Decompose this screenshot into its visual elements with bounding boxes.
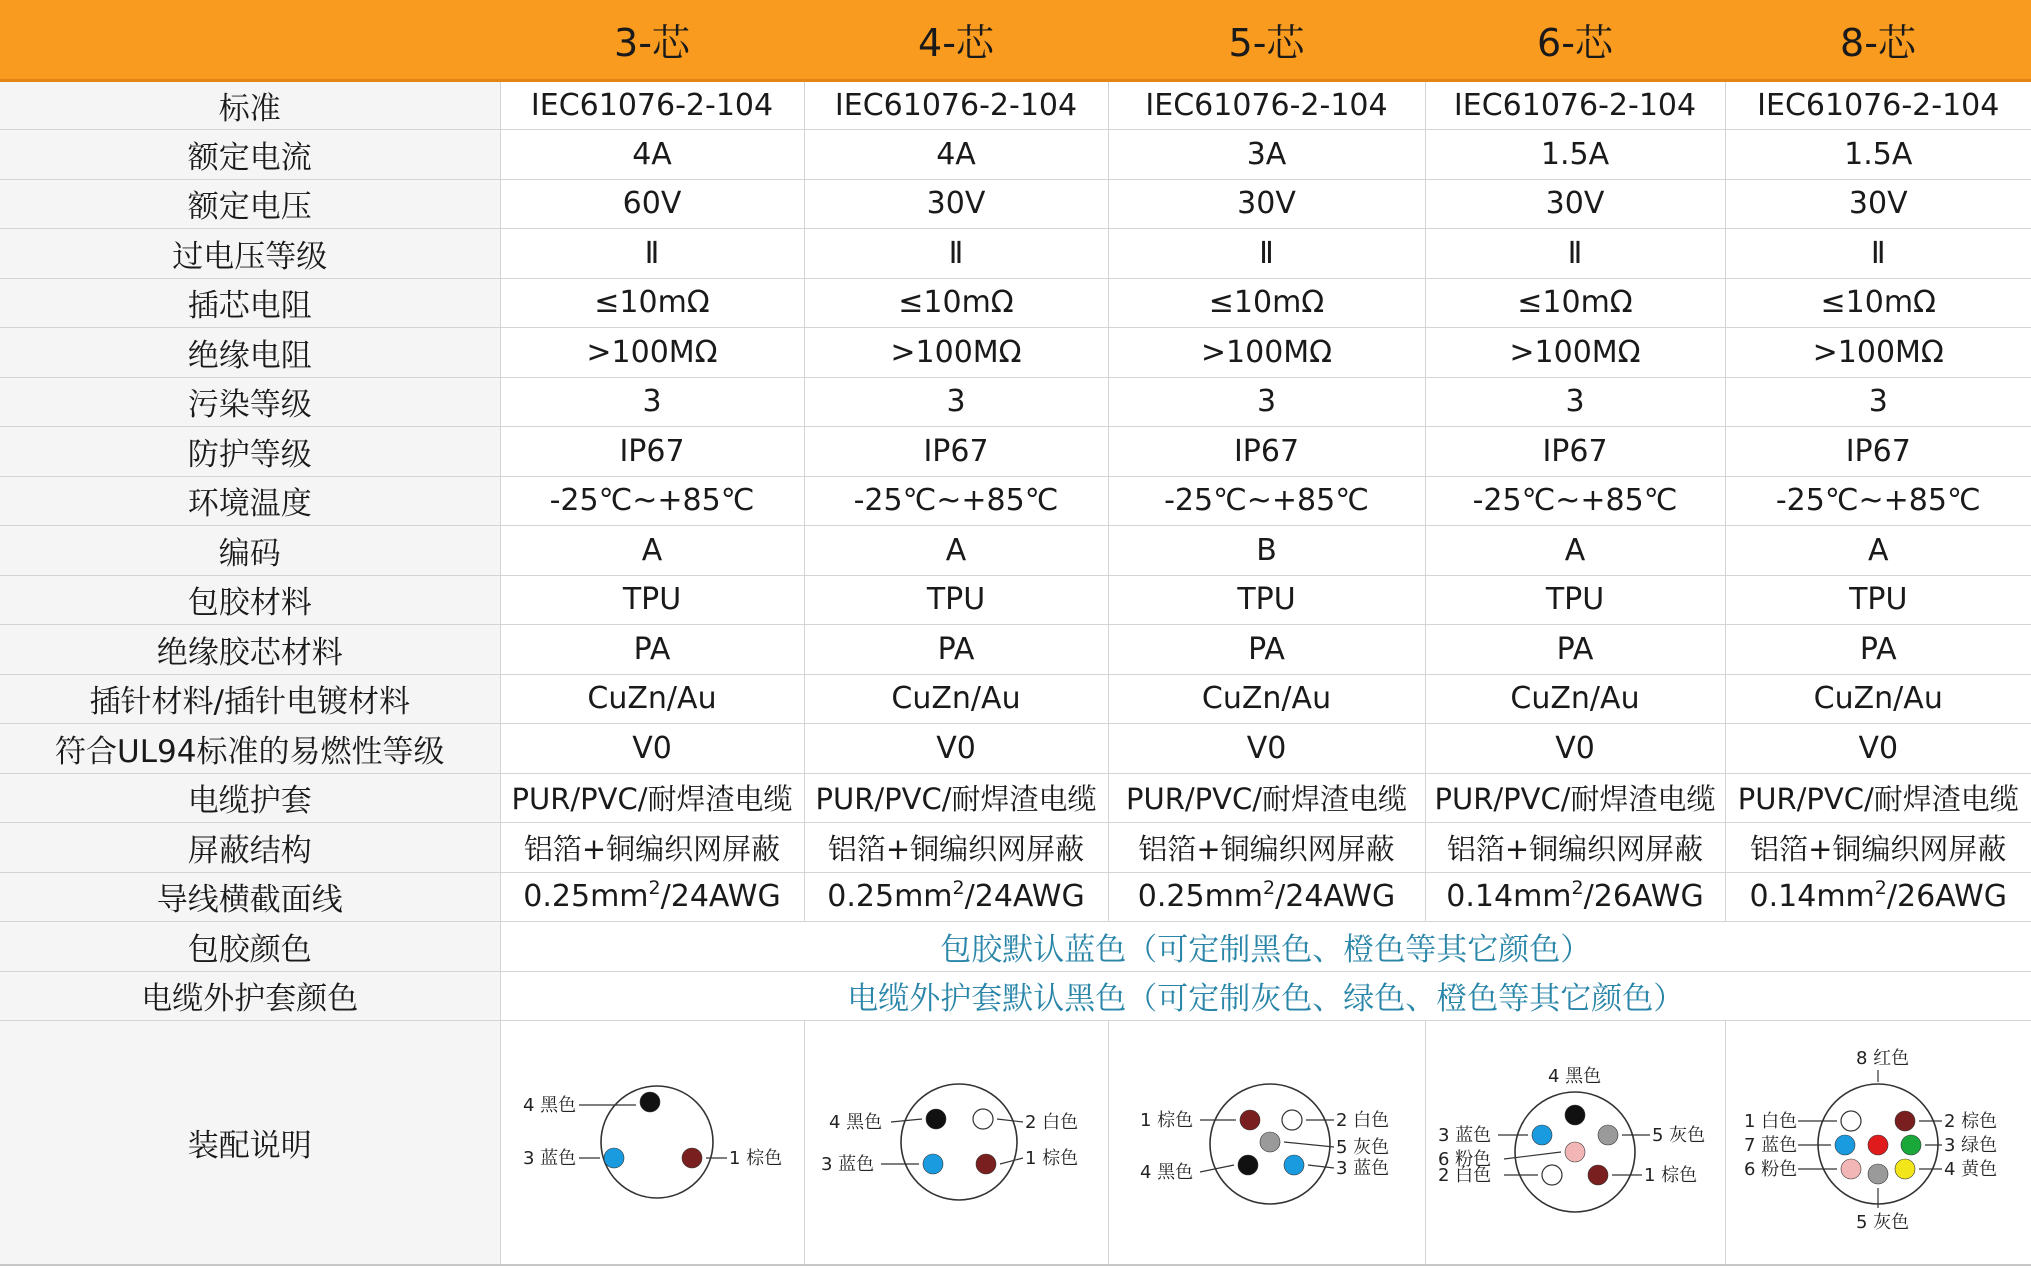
cell-4-core: TPU <box>804 575 1108 625</box>
cell-6-core: CuZn/Au <box>1425 674 1725 724</box>
cell-5-core: V0 <box>1108 724 1425 774</box>
cell-8-core: 1.5A <box>1725 130 2031 180</box>
pin-dot <box>1841 1159 1861 1179</box>
assembly-diagram-6-core <box>1425 1021 1725 1265</box>
cell-6-core: IEC61076-2-104 <box>1425 80 1725 130</box>
pin-dot <box>604 1148 624 1168</box>
table-row <box>0 80 2031 130</box>
cell-3-core: >100MΩ <box>500 328 804 378</box>
cell-5-core: 3 <box>1108 377 1425 427</box>
pin-label: 3 绿色 <box>1944 1135 1998 1157</box>
cell-6-core: A <box>1425 526 1725 576</box>
cell-3-core: 60V <box>500 179 804 229</box>
pin-label: 8 红色 <box>1856 1048 1910 1070</box>
cell-5-core: 3A <box>1108 130 1425 180</box>
assembly-diagram-3-core <box>500 1021 804 1265</box>
cell-3-core: Ⅱ <box>500 229 804 279</box>
table-row <box>0 773 2031 823</box>
cell-8-core: ≤10mΩ <box>1725 278 2031 328</box>
pin-label: 2 白色 <box>1025 1112 1079 1134</box>
cell-5-core: -25℃~+85℃ <box>1108 476 1425 526</box>
pin-label: 1 棕色 <box>1025 1148 1079 1170</box>
header-col-3-core: 3-芯 <box>500 0 804 80</box>
pin-dot <box>1841 1111 1861 1131</box>
cell-4-core: ≤10mΩ <box>804 278 1108 328</box>
table-row <box>0 625 2031 675</box>
table-row <box>0 377 2031 427</box>
cell-6-core: V0 <box>1425 724 1725 774</box>
cell-6-core: 铝箔+铜编织网屏蔽 <box>1425 823 1725 873</box>
header-row <box>0 0 2031 80</box>
table-row <box>0 674 2031 724</box>
cell-8-core: A <box>1725 526 2031 576</box>
pin-dot <box>1532 1125 1552 1145</box>
pin-dot <box>1238 1155 1258 1175</box>
pin-dot <box>1895 1159 1915 1179</box>
pin-label: 7 蓝色 <box>1744 1135 1798 1157</box>
header-col-8-core: 8-芯 <box>1725 0 2031 80</box>
pin-dot <box>923 1154 943 1174</box>
pin-dot <box>1835 1135 1855 1155</box>
cell-6-core: 30V <box>1425 179 1725 229</box>
pin-label: 4 黑色 <box>1139 1162 1193 1184</box>
table-row <box>0 476 2031 526</box>
table-row <box>0 575 2031 625</box>
cell-4-core: IEC61076-2-104 <box>804 80 1108 130</box>
table-row <box>0 526 2031 576</box>
pin-dot <box>1565 1105 1585 1125</box>
pin-dot <box>973 1109 993 1129</box>
cell-3-core: A <box>500 526 804 576</box>
pin-label: 4 黑色 <box>1548 1066 1602 1088</box>
row-label: 装配说明 <box>0 1021 500 1265</box>
pin-dot <box>1868 1164 1888 1184</box>
cell-6-core: 1.5A <box>1425 130 1725 180</box>
header-col-4-core: 4-芯 <box>804 0 1108 80</box>
cell-8-core: Ⅱ <box>1725 229 2031 279</box>
cell-8-core: PA <box>1725 625 2031 675</box>
table-row <box>0 427 2031 477</box>
pinout-diagram-5-core <box>1122 1052 1412 1232</box>
cell-6-core: IP67 <box>1425 427 1725 477</box>
cell-4-core: 30V <box>804 179 1108 229</box>
cell-8-core: PUR/PVC/耐焊渣电缆 <box>1725 773 2031 823</box>
pin-dot <box>682 1148 702 1168</box>
cell-5-core: Ⅱ <box>1108 229 1425 279</box>
pin-dot <box>1598 1125 1618 1145</box>
cell-4-core: 4A <box>804 130 1108 180</box>
pin-label: 2 白色 <box>1438 1165 1492 1187</box>
pin-label: 3 蓝色 <box>1335 1158 1389 1180</box>
cell-6-core: 3 <box>1425 377 1725 427</box>
pin-label: 5 灰色 <box>1856 1212 1910 1234</box>
pin-label: 1 棕色 <box>729 1148 783 1170</box>
cell-5-core: B <box>1108 526 1425 576</box>
pin-dot <box>926 1109 946 1129</box>
row-label: 符合UL94标准的易燃性等级 <box>0 724 500 774</box>
cell-5-core: >100MΩ <box>1108 328 1425 378</box>
table-row-assembly <box>0 1021 2031 1265</box>
pin-label: 1 白色 <box>1744 1111 1798 1133</box>
pin-label: 1 棕色 <box>1139 1110 1193 1132</box>
table-row-wire-section <box>0 872 2031 922</box>
cell-wire-6-core: $0.14mm^2/26AWG$ <box>1425 872 1725 922</box>
cell-wire-5-core: $0.25mm^2/24AWG$ <box>1108 872 1425 922</box>
cell-6-core: ≤10mΩ <box>1425 278 1725 328</box>
cell-5-core: IEC61076-2-104 <box>1108 80 1425 130</box>
pinout-diagram-8-core <box>1728 1042 2028 1242</box>
row-label: 绝缘胶芯材料 <box>0 625 500 675</box>
pin-dot <box>1282 1110 1302 1130</box>
connector-face <box>901 1084 1017 1200</box>
table-row <box>0 130 2031 180</box>
cell-4-core: 3 <box>804 377 1108 427</box>
pin-dot <box>1895 1111 1915 1131</box>
cell-8-core: 铝箔+铜编织网屏蔽 <box>1725 823 2031 873</box>
row-label: 导线横截面线 <box>0 872 500 922</box>
table-row <box>0 278 2031 328</box>
cell-3-core: TPU <box>500 575 804 625</box>
cell-3-core: IP67 <box>500 427 804 477</box>
pin-dot <box>1260 1132 1280 1152</box>
jacket-color-note: 电缆外护套默认黑色（可定制灰色、绿色、橙色等其它颜色） <box>500 971 2031 1021</box>
cell-4-core: PUR/PVC/耐焊渣电缆 <box>804 773 1108 823</box>
cell-4-core: IP67 <box>804 427 1108 477</box>
pin-label: 3 蓝色 <box>821 1154 875 1176</box>
row-label: 编码 <box>0 526 500 576</box>
row-label: 电缆外护套颜色 <box>0 971 500 1021</box>
row-label: 环境温度 <box>0 476 500 526</box>
cell-5-core: PA <box>1108 625 1425 675</box>
cell-4-core: CuZn/Au <box>804 674 1108 724</box>
cell-8-core: TPU <box>1725 575 2031 625</box>
cell-6-core: PUR/PVC/耐焊渣电缆 <box>1425 773 1725 823</box>
pin-label: 4 黑色 <box>829 1112 883 1134</box>
table-row <box>0 179 2031 229</box>
cell-8-core: IP67 <box>1725 427 2031 477</box>
cell-3-core: PUR/PVC/耐焊渣电缆 <box>500 773 804 823</box>
row-label: 包胶材料 <box>0 575 500 625</box>
cell-5-core: PUR/PVC/耐焊渣电缆 <box>1108 773 1425 823</box>
pin-dot <box>1542 1165 1562 1185</box>
pin-dot <box>1901 1135 1921 1155</box>
pin-dot <box>1240 1110 1260 1130</box>
table-row-overmold-color <box>0 922 2031 972</box>
pinout-diagram-3-core <box>507 1052 797 1232</box>
cell-6-core: Ⅱ <box>1425 229 1725 279</box>
cell-6-core: >100MΩ <box>1425 328 1725 378</box>
pin-dot <box>640 1092 660 1112</box>
cell-3-core: 3 <box>500 377 804 427</box>
row-label: 插针材料/插针电镀材料 <box>0 674 500 724</box>
cell-6-core: TPU <box>1425 575 1725 625</box>
pin-label: 1 棕色 <box>1644 1165 1698 1187</box>
pin-dot <box>976 1154 996 1174</box>
cell-3-core: CuZn/Au <box>500 674 804 724</box>
row-label: 污染等级 <box>0 377 500 427</box>
row-label: 过电压等级 <box>0 229 500 279</box>
pin-label: 6 粉色 <box>1438 1149 1492 1171</box>
row-label: 额定电压 <box>0 179 500 229</box>
assembly-diagram-8-core <box>1725 1021 2031 1265</box>
pin-label: 2 白色 <box>1335 1110 1389 1132</box>
cell-6-core: PA <box>1425 625 1725 675</box>
cell-4-core: Ⅱ <box>804 229 1108 279</box>
pin-label: 5 灰色 <box>1335 1137 1389 1159</box>
cell-8-core: 30V <box>1725 179 2031 229</box>
table-row <box>0 724 2031 774</box>
cell-wire-4-core: $0.25mm^2/24AWG$ <box>804 872 1108 922</box>
cell-4-core: >100MΩ <box>804 328 1108 378</box>
assembly-diagram-4-core <box>804 1021 1108 1265</box>
cell-3-core: 4A <box>500 130 804 180</box>
pin-label: 4 黑色 <box>523 1095 577 1117</box>
cell-4-core: -25℃~+85℃ <box>804 476 1108 526</box>
cell-wire-8-core: $0.14mm^2/26AWG$ <box>1725 872 2031 922</box>
row-label: 标准 <box>0 80 500 130</box>
assembly-diagram-5-core <box>1108 1021 1425 1265</box>
pin-label: 3 蓝色 <box>1438 1125 1492 1147</box>
pin-label: 2 棕色 <box>1944 1111 1998 1133</box>
cell-5-core: 30V <box>1108 179 1425 229</box>
pin-label: 3 蓝色 <box>523 1148 577 1170</box>
table-row <box>0 328 2031 378</box>
row-label: 包胶颜色 <box>0 922 500 972</box>
cell-5-core: 铝箔+铜编织网屏蔽 <box>1108 823 1425 873</box>
pin-label: 4 黄色 <box>1944 1159 1998 1181</box>
cell-5-core: TPU <box>1108 575 1425 625</box>
cell-4-core: A <box>804 526 1108 576</box>
header-col-5-core: 5-芯 <box>1108 0 1425 80</box>
cell-4-core: PA <box>804 625 1108 675</box>
table-row-jacket-color <box>0 971 2031 1021</box>
cell-wire-3-core: $0.25mm^2/24AWG$ <box>500 872 804 922</box>
cell-5-core: CuZn/Au <box>1108 674 1425 724</box>
pin-dot <box>1868 1135 1888 1155</box>
cell-4-core: 铝箔+铜编织网屏蔽 <box>804 823 1108 873</box>
cell-5-core: IP67 <box>1108 427 1425 477</box>
row-label: 防护等级 <box>0 427 500 477</box>
cell-6-core: -25℃~+85℃ <box>1425 476 1725 526</box>
row-label: 电缆护套 <box>0 773 500 823</box>
cell-3-core: PA <box>500 625 804 675</box>
overmold-color-note: 包胶默认蓝色（可定制黑色、橙色等其它颜色） <box>500 922 2031 972</box>
pin-label: 5 灰色 <box>1652 1125 1706 1147</box>
cell-5-core: ≤10mΩ <box>1108 278 1425 328</box>
cell-4-core: V0 <box>804 724 1108 774</box>
cell-3-core: V0 <box>500 724 804 774</box>
row-label: 绝缘电阻 <box>0 328 500 378</box>
cell-8-core: -25℃~+85℃ <box>1725 476 2031 526</box>
row-label: 插芯电阻 <box>0 278 500 328</box>
cell-3-core: -25℃~+85℃ <box>500 476 804 526</box>
cell-3-core: ≤10mΩ <box>500 278 804 328</box>
pin-dot <box>1284 1155 1304 1175</box>
cell-3-core: IEC61076-2-104 <box>500 80 804 130</box>
row-label: 屏蔽结构 <box>0 823 500 873</box>
header-col-6-core: 6-芯 <box>1425 0 1725 80</box>
table-row <box>0 823 2031 873</box>
pinout-diagram-6-core <box>1430 1042 1720 1242</box>
row-label: 额定电流 <box>0 130 500 180</box>
pin-label: 6 粉色 <box>1744 1159 1798 1181</box>
header-corner <box>0 0 500 80</box>
cell-8-core: CuZn/Au <box>1725 674 2031 724</box>
cell-3-core: 铝箔+铜编织网屏蔽 <box>500 823 804 873</box>
cell-8-core: 3 <box>1725 377 2031 427</box>
cell-8-core: >100MΩ <box>1725 328 2031 378</box>
table-row <box>0 229 2031 279</box>
pinout-diagram-4-core <box>811 1052 1101 1232</box>
cell-8-core: V0 <box>1725 724 2031 774</box>
cell-8-core: IEC61076-2-104 <box>1725 80 2031 130</box>
pin-dot <box>1588 1165 1608 1185</box>
pin-dot <box>1565 1142 1585 1162</box>
